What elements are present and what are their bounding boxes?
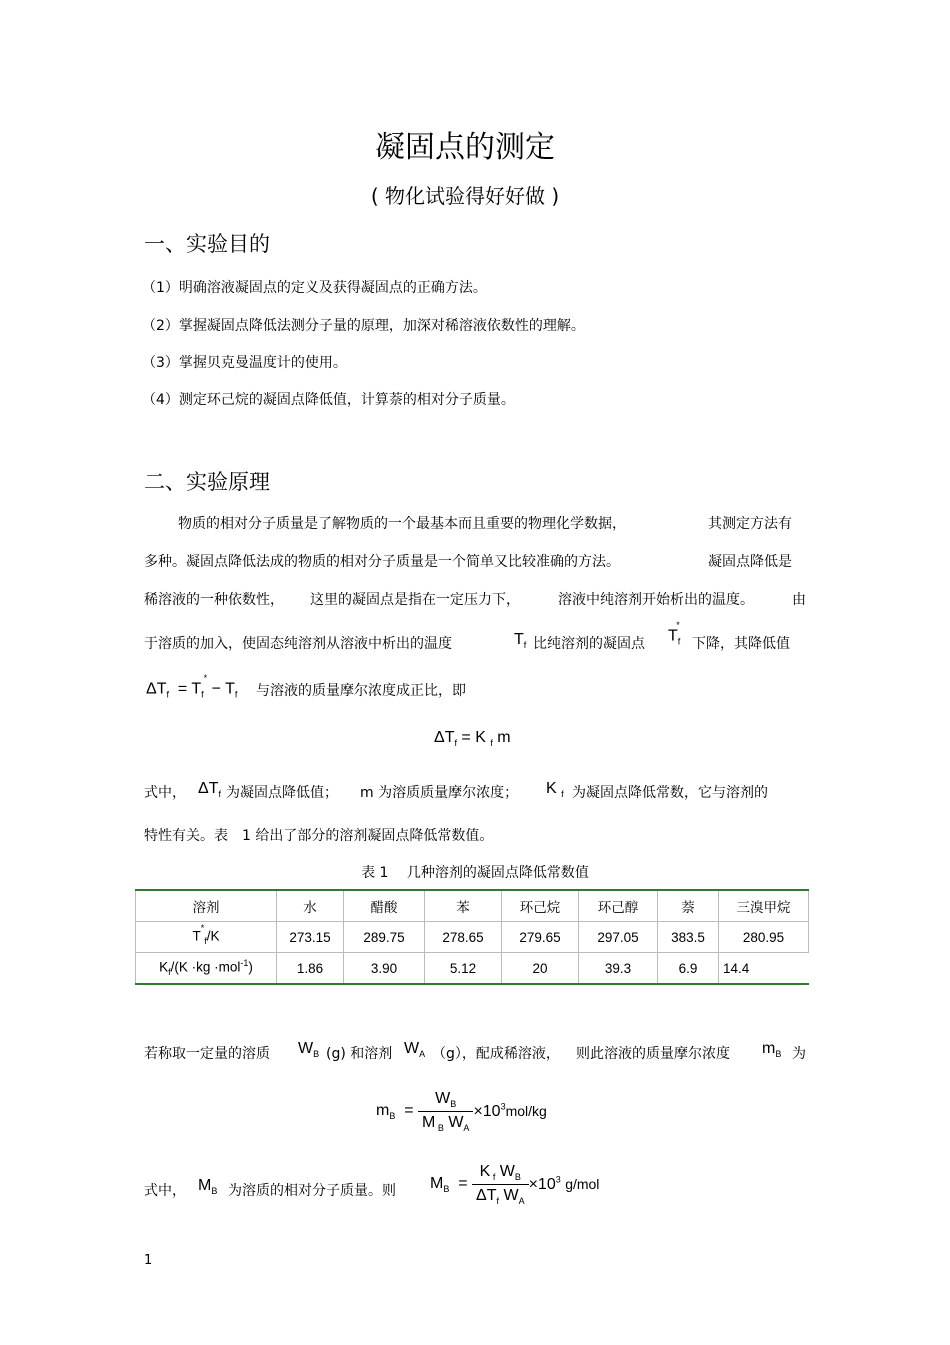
objective-item: （3）掌握贝克曼温度计的使用。	[142, 355, 347, 371]
table-header: 环己醇	[579, 890, 658, 922]
symbol-mb: $m_B$	[762, 1040, 782, 1060]
table-cell: 6.9	[658, 953, 719, 985]
row-label-freezing-point: $T^*_f/K$	[136, 922, 277, 953]
table-cell: 273.15	[277, 922, 344, 953]
paragraph-text: 特性有关。表 1 给出了部分的溶剂凝固点降低常数值。	[144, 828, 494, 844]
paragraph-text: 式中，	[144, 785, 186, 801]
objective-item: （1）明确溶液凝固点的定义及获得凝固点的正确方法。	[142, 280, 487, 296]
paragraph-text: 多种。凝固点降低法成的物质的相对分子质量是一个简单又比较准确的方法。	[144, 554, 620, 570]
paragraph-text: 与溶液的质量摩尔浓度成正比，即	[256, 683, 466, 699]
symbol-wa: $W_A$	[404, 1040, 426, 1060]
table-header-row	[136, 890, 809, 922]
table-header: 环己烷	[502, 890, 579, 922]
section-heading-principle: 二、实验原理	[144, 470, 270, 494]
paragraph-text: （g），配成稀溶液，	[432, 1046, 560, 1062]
paragraph-text: 于溶质的加入，使固态纯溶剂从溶液中析出的温度	[144, 636, 452, 652]
table-cell: 14.4	[719, 953, 809, 985]
table-header: 苯	[425, 890, 502, 922]
row-label-text: /(K ·kg ·mol	[170, 959, 241, 975]
symbol-tf: $T_f$	[514, 631, 527, 651]
formula-freezing-point-depression: $\Delta T_f = K$ $_f$ m	[434, 729, 511, 749]
table-cell: 279.65	[502, 922, 579, 953]
paragraph-text: 由	[792, 592, 806, 608]
objective-item: （2）掌握凝固点降低法测分子量的原理，加深对稀溶液依数性的理解。	[142, 318, 585, 334]
paragraph-text: 稀溶液的一种依数性，	[144, 592, 284, 608]
table-cell: 1.86	[277, 953, 344, 985]
symbol-delta-tf: $\Delta T_f$	[198, 780, 221, 800]
page-title: 凝固点的测定	[375, 130, 555, 165]
table-cell: 289.75	[344, 922, 425, 953]
paragraph-text: 这里的凝固点是指在一定压力下，	[310, 592, 520, 608]
paragraph-text: 物质的相对分子质量是了解物质的一个最基本而且重要的物理化学数据，	[178, 516, 626, 532]
table-cell: 280.95	[719, 922, 809, 953]
formula-molality: $m_B$ = $\frac{W_B}{M _B W_A}$ $\times 10^3mol/kg$	[376, 1090, 547, 1134]
table-row	[136, 922, 809, 953]
formula-molar-mass: $M_B$ = $\frac{K _f W_B}{\Delta T_f W_A}$ $\times 10^3$ g/mol	[430, 1163, 600, 1207]
table-row	[136, 953, 809, 985]
paragraph-text: 若称取一定量的溶质	[144, 1046, 270, 1062]
table-cell: 3.90	[344, 953, 425, 985]
page-subtitle: ( 物化试验得好好做 )	[370, 184, 560, 208]
paragraph-text: 下降，其降低值	[692, 636, 790, 652]
table-cell: 297.05	[579, 922, 658, 953]
section-heading-objectives: 一、实验目的	[144, 232, 270, 256]
paragraph-text: 式中，	[144, 1183, 186, 1199]
row-label-text: )	[248, 959, 253, 975]
objective-item: （4）测定环己烷的凝固点降低值，计算萘的相对分子质量。	[142, 392, 515, 408]
paragraph-text: 其测定方法有	[708, 516, 792, 532]
symbol-kf: K $_f$	[546, 780, 564, 800]
paragraph-text: 则此溶液的质量摩尔浓度	[576, 1046, 730, 1062]
table-header: 水	[277, 890, 344, 922]
table-cell: 39.3	[579, 953, 658, 985]
paragraph-text: 为凝固点降低常数，它与溶剂的	[572, 785, 768, 801]
formula-unit: g/mol	[565, 1176, 600, 1193]
formula-unit: mol/kg	[505, 1103, 547, 1120]
table-header: 三溴甲烷	[719, 890, 809, 922]
constants-table	[135, 889, 809, 985]
paragraph-text: 凝固点降低是	[708, 554, 792, 570]
paragraph-text: (g) 和溶剂	[326, 1046, 393, 1062]
table-header: 溶剂	[136, 890, 277, 922]
paragraph-text: 溶液中纯溶剂开始析出的温度。	[558, 592, 754, 608]
table-header: 醋酸	[344, 890, 425, 922]
symbol-tf-star: $T_f^*$	[668, 620, 681, 647]
table-cell: 20	[502, 953, 579, 985]
paragraph-text: 为溶质的相对分子质量。则	[228, 1183, 396, 1199]
paragraph-text: 为	[792, 1046, 806, 1062]
table-cell: 5.12	[425, 953, 502, 985]
formula-delta-tf-def: $\Delta T_f = T_f^* - T_f$	[146, 673, 238, 700]
table-header: 萘	[658, 890, 719, 922]
symbol-mb-molar: $M_B$	[198, 1177, 218, 1197]
row-label-text: /K	[206, 928, 220, 944]
paragraph-text: 为凝固点降低值；	[226, 785, 338, 801]
row-label-constant: $K_f/(K \cdot kg \cdot mol^{-1})$	[136, 953, 277, 985]
paragraph-text: 比纯溶剂的凝固点	[533, 636, 645, 652]
symbol-wb: $W_B$	[298, 1040, 320, 1060]
page-number: 1	[144, 1253, 153, 1268]
table-cell: 278.65	[425, 922, 502, 953]
table-caption: 表 1 几种溶剂的凝固点降低常数值	[361, 865, 589, 881]
table-cell: 383.5	[658, 922, 719, 953]
paragraph-text: m 为溶质质量摩尔浓度；	[360, 785, 519, 801]
